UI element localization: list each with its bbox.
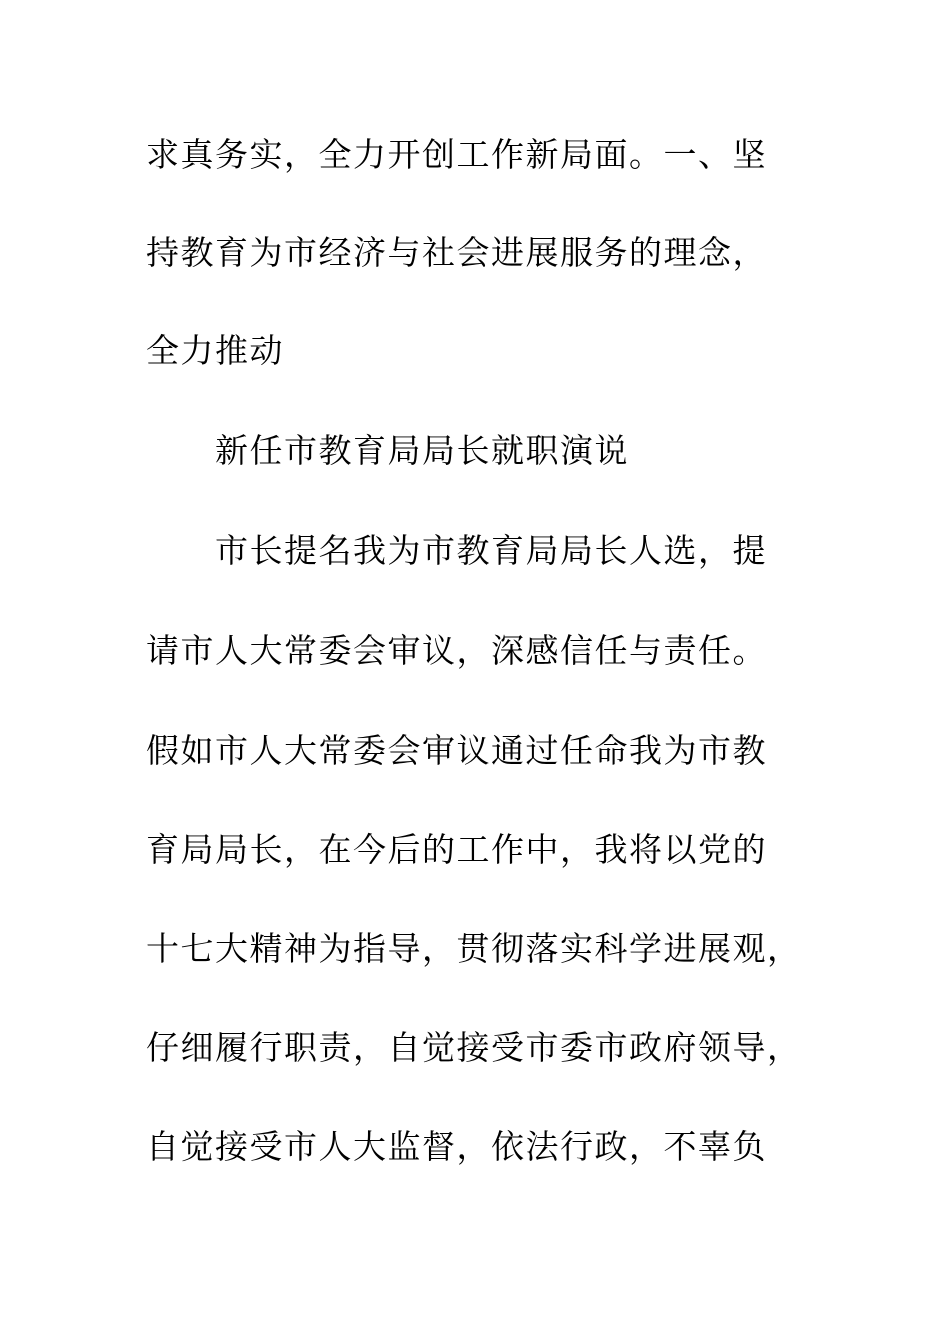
text-line: 请市人大常委会审议，深感信任与责任。 [146,631,767,670]
paragraph-first-line: 市长提名我为市教育局局长人选，提 [215,531,767,570]
text-line: 育局局长，在今后的工作中，我将以党的 [146,830,767,869]
text-line: 自觉接受市人大监督，依法行政，不辜负 [146,1127,767,1166]
text-line: 求真务实，全力开创工作新局面。一、坚 [146,135,767,174]
text-line: 十七大精神为指导，贯彻落实科学进展观， [146,929,802,968]
section-title: 新任市教育局局长就职演说 [215,431,629,470]
text-line: 假如市人大常委会审议通过任命我为市教 [146,731,767,770]
text-line: 持教育为市经济与社会进展服务的理念， [146,233,767,272]
text-line: 全力推动 [146,331,284,370]
text-line: 仔细履行职责，自觉接受市委市政府领导， [146,1028,802,1067]
